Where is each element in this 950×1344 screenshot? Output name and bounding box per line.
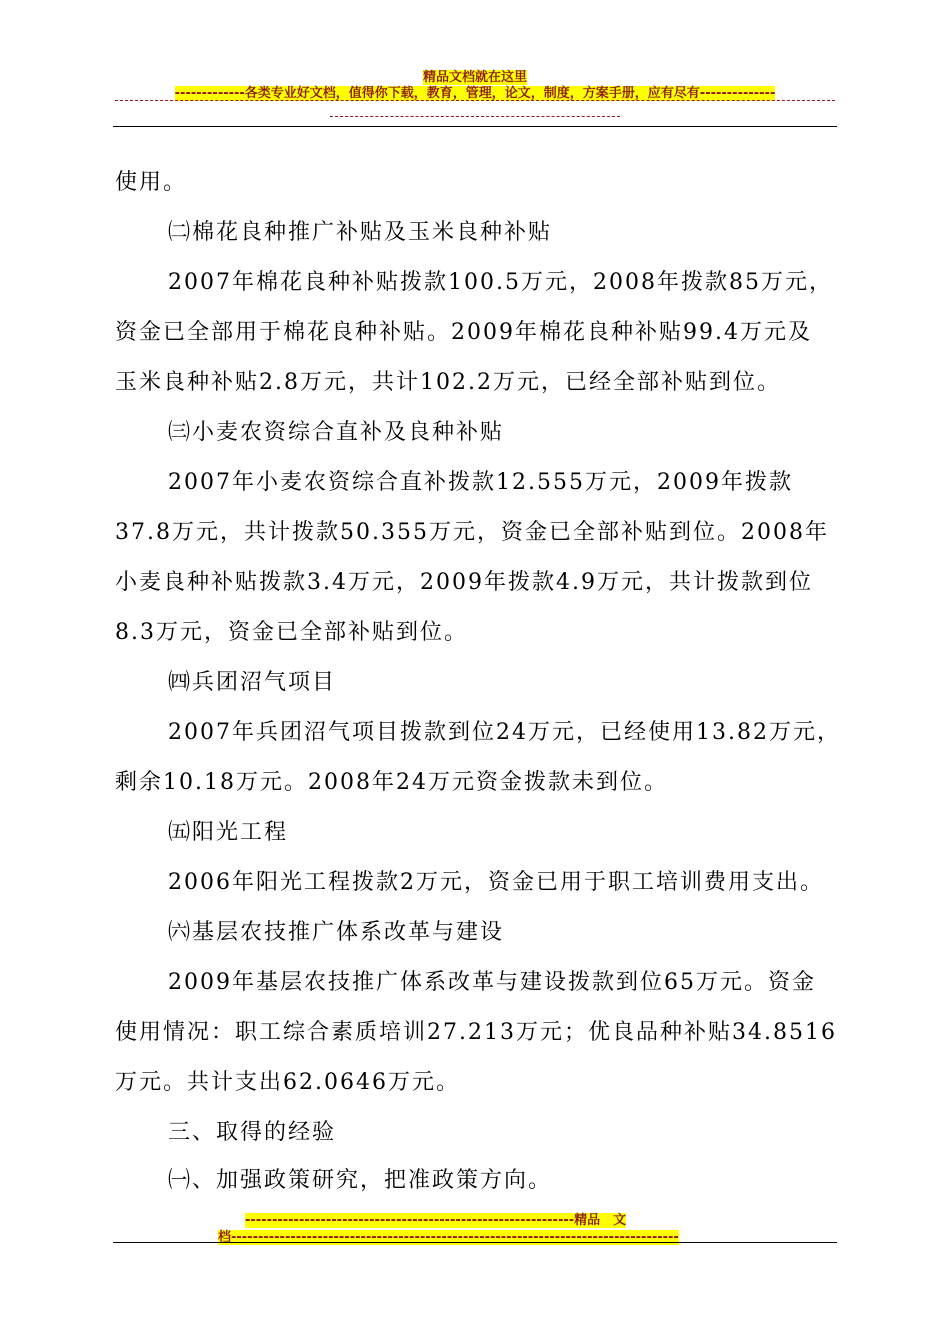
section-heading: ㈡棉花良种推广补贴及玉米良种补贴 xyxy=(168,220,553,245)
text-line: 玉米良种补贴2.8万元，共计102.2万元，已经全部补贴到位。 xyxy=(115,370,781,395)
text-line: 2007年兵团沼气项目拨款到位24万元，已经使用13.82万元， xyxy=(168,720,841,745)
header-title: 精品文档就在这里 xyxy=(422,70,527,85)
text-line: 2006年阳光工程拨款2万元，资金已用于职工培训费用支出。 xyxy=(168,870,824,895)
text-line: 使用。 xyxy=(115,170,188,195)
text-line: 8.3万元，资金已全部补贴到位。 xyxy=(115,620,468,645)
section-heading: ㈠、加强政策研究，把准政策方向。 xyxy=(168,1168,553,1193)
footer-rule xyxy=(113,1242,837,1243)
header-rule xyxy=(113,126,837,127)
footer-line-2: 档----------------------------------------------------------------------------------- xyxy=(218,1230,679,1245)
section-heading: ㈥基层农技推广体系改革与建设 xyxy=(168,920,505,945)
section-heading: ㈤阳光工程 xyxy=(168,820,289,845)
text-line: 2007年棉花良种补贴拨款100.5万元，2008年拨款85万元， xyxy=(168,270,833,295)
text-line: 万元。共计支出62.0646万元。 xyxy=(115,1070,460,1095)
text-line: 小麦良种补贴拨款3.4万元，2009年拨款4.9万元，共计拨款到位 xyxy=(115,570,813,595)
section-heading: 三、取得的经验 xyxy=(168,1120,337,1145)
text-line: 资金已全部用于棉花良种补贴。2009年棉花良种补贴99.4万元及 xyxy=(115,320,812,345)
header-tagline: -------------各类专业好文档，值得你下载，教育，管理，论文，制度，方案手册，应有尽有-------------- xyxy=(174,86,776,101)
section-heading: ㈢小麦农资综合直补及良种补贴 xyxy=(168,420,505,445)
header-dashed-divider-short xyxy=(330,116,620,117)
header-dashed-divider xyxy=(115,100,835,101)
text-line: 剩余10.18万元。2008年24万元资金拨款未到位。 xyxy=(115,770,668,795)
text-line: 2009年基层农技推广体系改革与建设拨款到位65万元。资金 xyxy=(168,970,816,995)
text-line: 2007年小麦农资综合直补拨款12.555万元，2009年拨款 xyxy=(168,470,793,495)
text-line: 37.8万元，共计拨款50.355万元，资金已全部补贴到位。2008年 xyxy=(115,520,829,545)
footer-line-1: -------------------------------------------------------------精品 文 xyxy=(245,1213,627,1228)
section-heading: ㈣兵团沼气项目 xyxy=(168,670,337,695)
text-line: 使用情况：职工综合素质培训27.213万元；优良品种补贴34.8516 xyxy=(115,1020,837,1045)
